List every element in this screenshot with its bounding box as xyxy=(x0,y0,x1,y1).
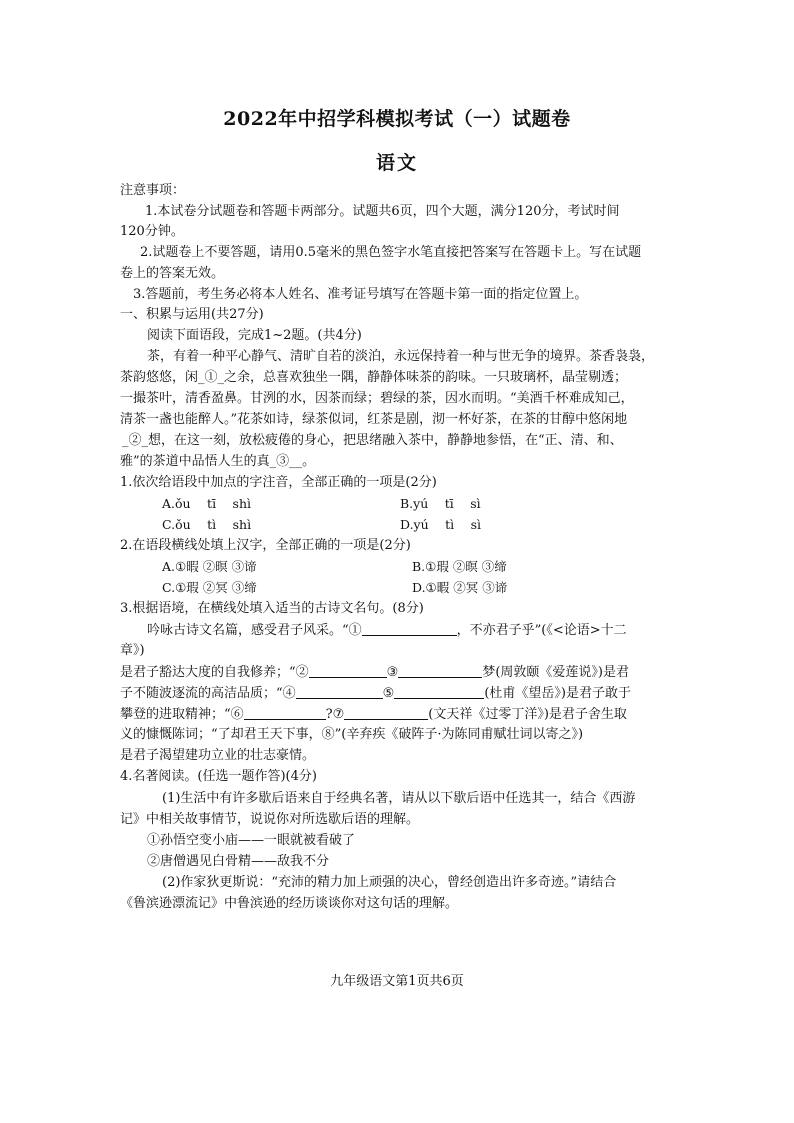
question-1-option-c: C.ǒu tì shì xyxy=(162,517,252,532)
q3-line-5-part-c: (文天祥《过零丁洋》)是君子舍生取 xyxy=(428,707,627,722)
q3-line-5-part-a: 攀登的进取精神；“⑥ xyxy=(120,707,244,722)
passage-line-4: 清茶一盏也能醉人。”花茶如诗，绿茶似词，红茶是剧，沏一杯好茶，在茶的甘醇中悠闲地 xyxy=(120,412,628,427)
reading-intro: 阅读下面语段，完成1~2题。(共4分) xyxy=(147,328,362,343)
q3-line-3-part-a: 是君子豁达大度的自我修养；“② xyxy=(120,665,309,680)
passage-line-1: 茶，有着一种平心静气、清旷自若的淡泊，永远保持着一种与世无争的境界。茶香袅袅， xyxy=(147,349,655,364)
question-2-option-d: D.①暇 ②冥 ③谛 xyxy=(412,580,508,595)
question-2-option-a: A.①暇 ②暝 ③谛 xyxy=(162,559,257,574)
q3-line-5-part-b: ?⑦ xyxy=(325,707,345,722)
question-4-sub-2-line-1: (2)作家狄更斯说：“充沛的精力加上顽强的决心，曾经创造出许多奇迹。”请结合 xyxy=(162,875,617,890)
question-3-line-5 xyxy=(120,704,627,725)
question-2-stem: 2.在语段横线处填上汉字，全部正确的一项是(2分) xyxy=(120,538,411,553)
question-1-option-b: B.yú tī sì xyxy=(400,496,481,511)
section-1-heading: 一、积累与运用(共27分) xyxy=(120,307,264,322)
q3-line-4-part-a: 子不随波逐流的高洁品质；“④ xyxy=(120,686,296,701)
q3-line-4-part-c: (杜甫《望岳》)是君子敢于 xyxy=(484,686,631,701)
question-3-line-4 xyxy=(120,683,631,704)
blank-5 xyxy=(394,683,484,699)
question-1-option-d: D.yú tì sì xyxy=(400,517,482,532)
q3-line-1-part-a: 吟咏古诗文名篇，感受君子风采。“① xyxy=(147,623,362,638)
question-3-stem: 3.根据语境，在横线处填入适当的古诗文名句。(8分) xyxy=(120,601,424,616)
question-4-sub-1-line-1: (1)生活中有许多歇后语来自于经典名著，请从以下歇后语中任选其一，结合《西游 xyxy=(162,791,636,806)
question-1-option-a: A.ǒu tī shì xyxy=(162,496,252,511)
xiehouyu-option-2: ②唐僧遇见白骨精——敌我不分 xyxy=(147,854,330,869)
question-4-sub-1-line-2: 记》中相关故事情节，说说你对所选歇后语的理解。 xyxy=(120,812,420,827)
question-3-line-1 xyxy=(147,620,627,641)
exam-title: 2022年中招学科模拟考试（一）试题卷 xyxy=(223,108,571,130)
question-2-option-b: B.①瑕 ②暝 ③缔 xyxy=(412,559,507,574)
passage-line-6: 雅”的茶道中品悟人生的真_③__。 xyxy=(120,454,316,469)
note-1-line-1: 1.本试卷分试题卷和答题卡两部分。试题共6页，四个大题，满分120分，考试时间 xyxy=(145,204,620,219)
passage-line-5: _②_想，在这一刻，放松疲倦的身心，把思绪融入茶中，静静地参悟，在“正、清、和、 xyxy=(122,433,623,448)
question-2-option-c: C.①瑕 ②冥 ③缔 xyxy=(162,580,257,595)
blank-1 xyxy=(362,620,457,636)
question-3-line-2: 章》) xyxy=(120,643,145,658)
question-3-line-7: 是君子渴望建功立业的壮志豪情。 xyxy=(120,748,316,763)
blank-6 xyxy=(244,704,326,720)
question-1-stem: 1.依次给语段中加点的字注音，全部正确的一项是(2分) xyxy=(120,475,437,490)
passage-line-3: 一撮茶叶，清香盈鼻。甘洌的水，因茶而绿；碧绿的茶，因水而明。“美酒千杯难成知己， xyxy=(120,391,634,406)
notes-heading: 注意事项： xyxy=(120,183,186,198)
question-3-line-3 xyxy=(120,662,629,683)
note-3: 3.答题前，考生务必将本人姓名、准考证号填写在答题卡第一面的指定位置上。 xyxy=(133,287,588,302)
blank-4 xyxy=(296,683,383,699)
blank-7 xyxy=(344,704,428,720)
blank-2 xyxy=(309,662,387,678)
blank-3 xyxy=(398,662,482,678)
note-2-line-2: 卷上的答案无效。 xyxy=(120,266,225,281)
subject-title: 语文 xyxy=(375,152,418,174)
note-2-line-1: 2.试题卷上不要答题，请用0.5毫米的黑色签字水笔直接把答案写在答题卡上。写在试题 xyxy=(140,245,642,260)
q3-line-3-part-b: ③ xyxy=(386,665,399,680)
q3-line-4-part-b: ⑤ xyxy=(382,686,395,701)
q3-line-3-part-c: 梦(周敦颐《爱莲说》)是君 xyxy=(482,665,629,680)
xiehouyu-option-1: ①孙悟空变小庙——一眼就被看破了 xyxy=(147,833,356,848)
question-4-stem: 4.名著阅读。(任选一题作答)(4分) xyxy=(120,769,317,784)
page-footer: 九年级语文第1页共6页 xyxy=(330,974,464,989)
q3-line-1-part-b: ，不亦君子乎”(《<论语>十二 xyxy=(456,623,627,638)
passage-line-2: 茶韵悠悠，闲_①_之余，总喜欢独坐一隅，静静体味茶的韵味。一只玻璃杯，晶莹剔透； xyxy=(120,370,628,385)
note-1-line-2: 120分钟。 xyxy=(120,224,184,239)
question-3-line-6: 义的慷慨陈词；“了却君王天下事，⑧”(辛弃疾《破阵子·为陈同甫赋壮词以寄之》) xyxy=(120,727,584,742)
question-4-sub-2-line-2: 《鲁滨逊漂流记》中鲁滨逊的经历谈谈你对这句话的理解。 xyxy=(120,896,459,911)
